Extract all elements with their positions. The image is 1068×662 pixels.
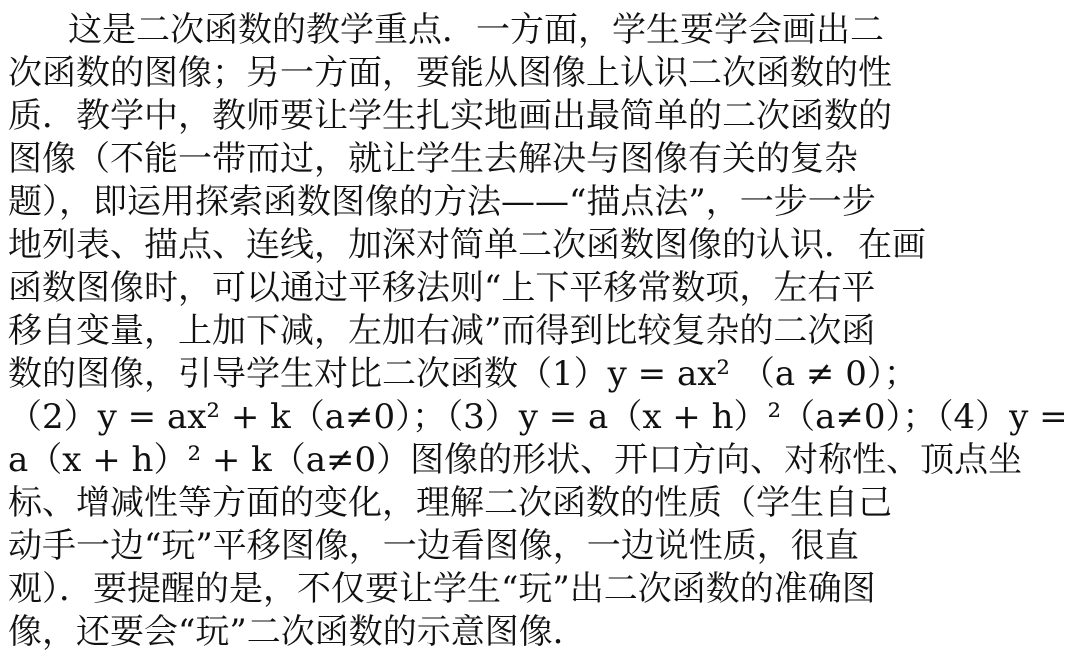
paragraph-line-11: a（x + h）² + k（a≠0）图像的形状、开口方向、对称性、顶点坐 <box>8 440 1023 480</box>
paragraph-line-3: 质．教学中，教师要让学生扎实地画出最简单的二次函数的 <box>8 96 892 136</box>
paragraph-line-2: 次函数的图像；另一方面，要能从图像上认识二次函数的性 <box>8 53 892 93</box>
paragraph-line-8: 移自变量，上加下减，左加右减”而得到比较复杂的二次函 <box>8 311 876 351</box>
paragraph-line-15: 像，还要会“玩”二次函数的示意图像． <box>8 612 587 652</box>
paragraph-line-13: 动手一边“玩”平移图像，一边看图像，一边说性质，很直 <box>8 526 859 566</box>
paragraph-line-7: 函数图像时，可以通过平移法则“上下平移常数项，左右平 <box>8 268 876 308</box>
paragraph-line-1: 这是二次函数的教学重点．一方面，学生要学会画出二 <box>68 10 884 50</box>
paragraph-line-14: 观）．要提醒的是，不仅要让学生“玩”出二次函数的准确图 <box>8 569 876 609</box>
paragraph-line-10: （2）y = ax² + k（a≠0）；（3）y = a（x + h）²（a≠0）；（4）y = <box>8 397 1068 437</box>
paragraph-line-6: 地列表、描点、连线，加深对简单二次函数图像的认识．在画 <box>8 225 926 265</box>
paragraph-line-12: 标、增减性等方面的变化，理解二次函数的性质（学生自己 <box>8 483 892 523</box>
paragraph-line-5: 题），即运用探索函数图像的方法——“描点法”，一步一步 <box>8 182 876 222</box>
paragraph-line-4: 图像（不能一带而过，就让学生去解决与图像有关的复杂 <box>8 139 858 179</box>
paragraph-line-9: 数的图像，引导学生对比二次函数（1）y = ax² （a ≠ 0）； <box>8 354 918 394</box>
